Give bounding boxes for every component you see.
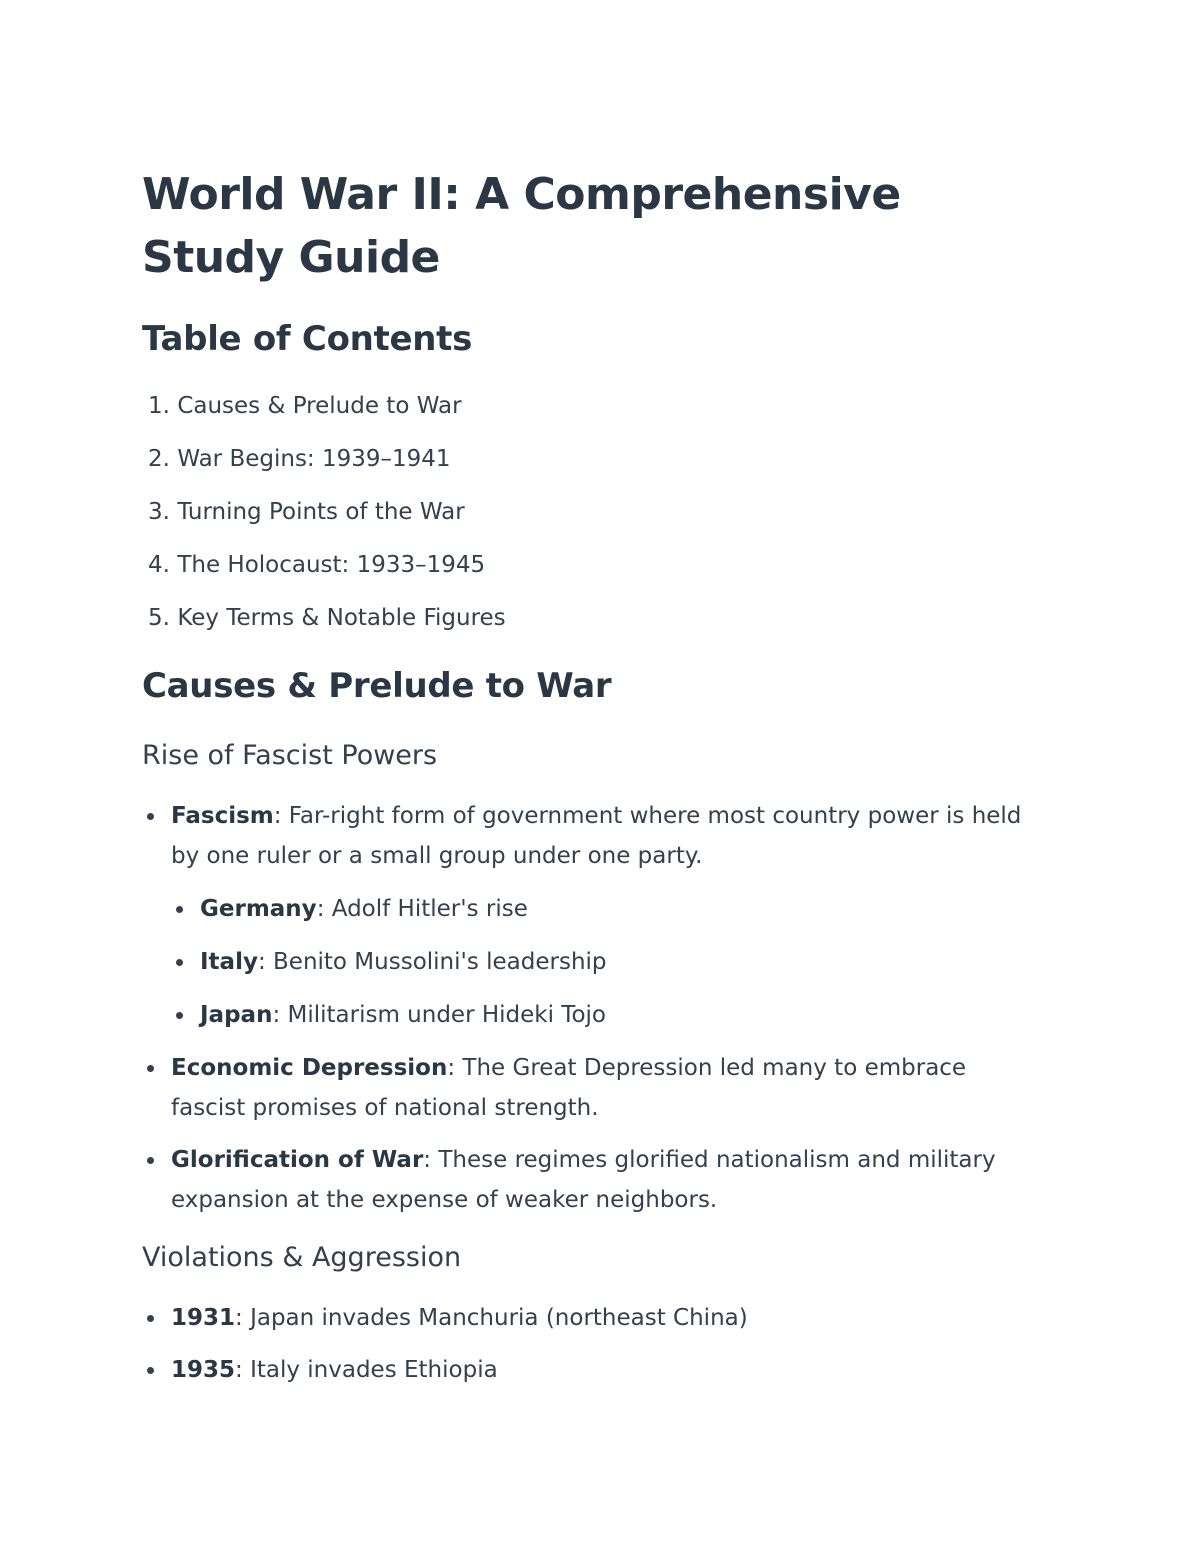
list-item-fascism (171, 796, 1031, 876)
toc-label: Turning Points of the War (177, 499, 465, 525)
list-item-germany (200, 889, 1030, 929)
definition: : Japan invades Manchuria (northeast China) (235, 1305, 748, 1331)
toc-item[interactable] (142, 550, 485, 580)
toc-item[interactable] (142, 444, 451, 474)
term: 1935 (171, 1357, 236, 1383)
list-item-glorification (171, 1140, 1031, 1220)
toc-label: Key Terms & Notable Figures (177, 605, 506, 631)
toc-label: The Holocaust: 1933–1945 (177, 552, 486, 578)
section-heading-causes: Causes & Prelude to War (142, 666, 612, 706)
subsection-heading-violations: Violations & Aggression (142, 1242, 462, 1273)
definition: : Adolf Hitler's rise (316, 896, 528, 922)
term: 1931 (171, 1305, 236, 1331)
definition: : Italy invades Ethiopia (235, 1357, 498, 1383)
term: Glorification of War (171, 1147, 424, 1173)
toc-number: 5. (148, 605, 170, 631)
toc-label: War Begins: 1939–1941 (177, 446, 451, 472)
list-item-1931 (171, 1298, 1031, 1338)
list-item-depression (171, 1048, 1031, 1128)
term: Economic Depression (171, 1055, 448, 1081)
definition: : These regimes glorified nationalism and military expansion at the expense of weaker neighbors. (171, 1147, 996, 1213)
definition: : The Great Depression led many to embrace fascist promises of national strength. (171, 1055, 967, 1121)
toc-item[interactable] (142, 603, 506, 633)
subsection-heading-rise: Rise of Fascist Powers (142, 740, 438, 771)
list-item-italy (200, 942, 1030, 982)
toc-number: 3. (148, 499, 170, 525)
toc-item[interactable] (142, 391, 462, 421)
term: Germany (200, 896, 317, 922)
toc-label: Causes & Prelude to War (177, 393, 462, 419)
list-item-1935 (171, 1350, 1031, 1390)
definition: : Benito Mussolini's leadership (257, 949, 607, 975)
term: Fascism (171, 803, 274, 829)
definition: : Militarism under Hideki Tojo (272, 1002, 606, 1028)
term: Japan (200, 1002, 273, 1028)
document-title: World War II: A Comprehensive Study Guide (142, 169, 901, 283)
definition: : Far-right form of government where most country power is held by one ruler or a small group under one party. (171, 803, 1022, 869)
toc-number: 4. (148, 552, 170, 578)
toc-number: 1. (148, 393, 170, 419)
toc-heading: Table of Contents (142, 319, 473, 359)
term: Italy (200, 949, 258, 975)
toc-number: 2. (148, 446, 170, 472)
list-item-japan (200, 995, 1030, 1035)
toc-item[interactable] (142, 497, 465, 527)
